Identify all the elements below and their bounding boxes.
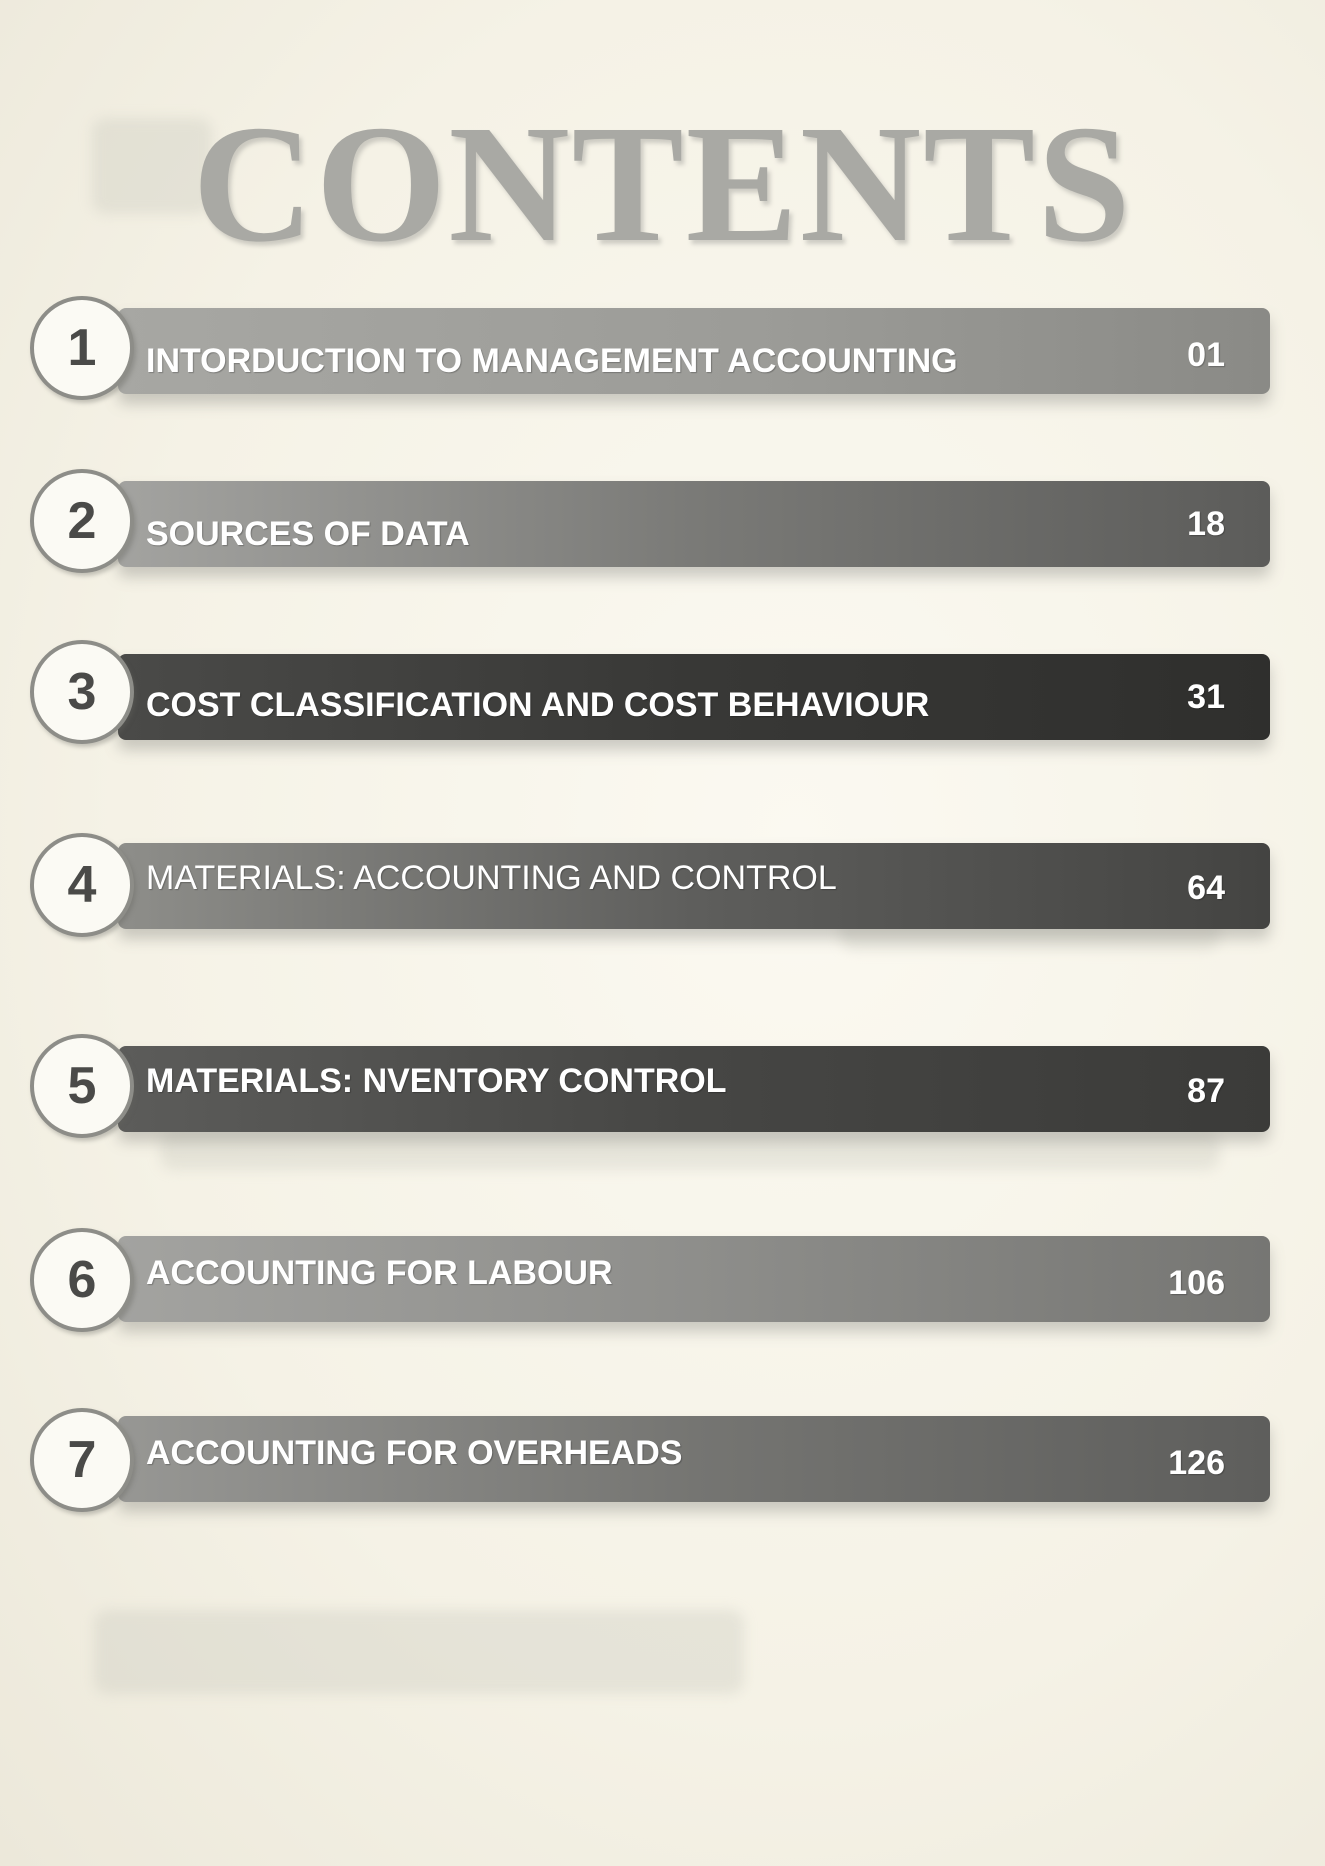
chapter-number-circle [30, 640, 134, 744]
entry-page-number: 31 [1187, 678, 1225, 716]
entry-title: MATERIALS: NVENTORY CONTROL [146, 1062, 727, 1100]
chapter-number: 6 [67, 1251, 97, 1309]
toc-entry[interactable] [0, 632, 1325, 762]
toc-entry[interactable] [0, 1024, 1325, 1154]
chapter-number: 3 [67, 663, 97, 721]
chapter-number-circle [30, 833, 134, 937]
chapter-number: 5 [67, 1057, 97, 1115]
entry-page-number: 126 [1168, 1444, 1225, 1482]
entry-title: INTORDUCTION TO MANAGEMENT ACCOUNTING [146, 342, 958, 380]
entry-title: ACCOUNTING FOR OVERHEADS [146, 1434, 683, 1472]
chapter-number: 7 [67, 1431, 97, 1489]
entry-title: SOURCES OF DATA [146, 515, 470, 553]
entry-title: COST CLASSIFICATION AND COST BEHAVIOUR [146, 686, 930, 724]
toc-entry[interactable] [0, 1394, 1325, 1524]
entry-page-number: 106 [1168, 1264, 1225, 1302]
toc-entry[interactable] [0, 1214, 1325, 1344]
chapter-number-circle [30, 469, 134, 573]
chapter-number-circle [30, 296, 134, 400]
chapter-number-circle [30, 1408, 134, 1512]
entry-title: ACCOUNTING FOR LABOUR [146, 1254, 613, 1292]
entry-title: MATERIALS: ACCOUNTING AND CONTROL [146, 859, 837, 897]
chapter-number-circle [30, 1034, 134, 1138]
chapter-number-circle [30, 1228, 134, 1332]
toc-entry[interactable] [0, 821, 1325, 951]
chapter-number: 1 [67, 319, 97, 377]
chapter-number: 4 [67, 856, 97, 914]
entry-page-number: 18 [1187, 505, 1225, 543]
ghost-mark [94, 1610, 744, 1694]
entry-page-number: 87 [1187, 1072, 1225, 1110]
entry-page-number: 64 [1187, 869, 1225, 907]
page-title: CONTENTS [192, 91, 1133, 277]
entry-page-number: 01 [1187, 336, 1225, 374]
toc-entry[interactable] [0, 286, 1325, 416]
chapter-number: 2 [67, 492, 97, 550]
toc-entry[interactable] [0, 459, 1325, 589]
